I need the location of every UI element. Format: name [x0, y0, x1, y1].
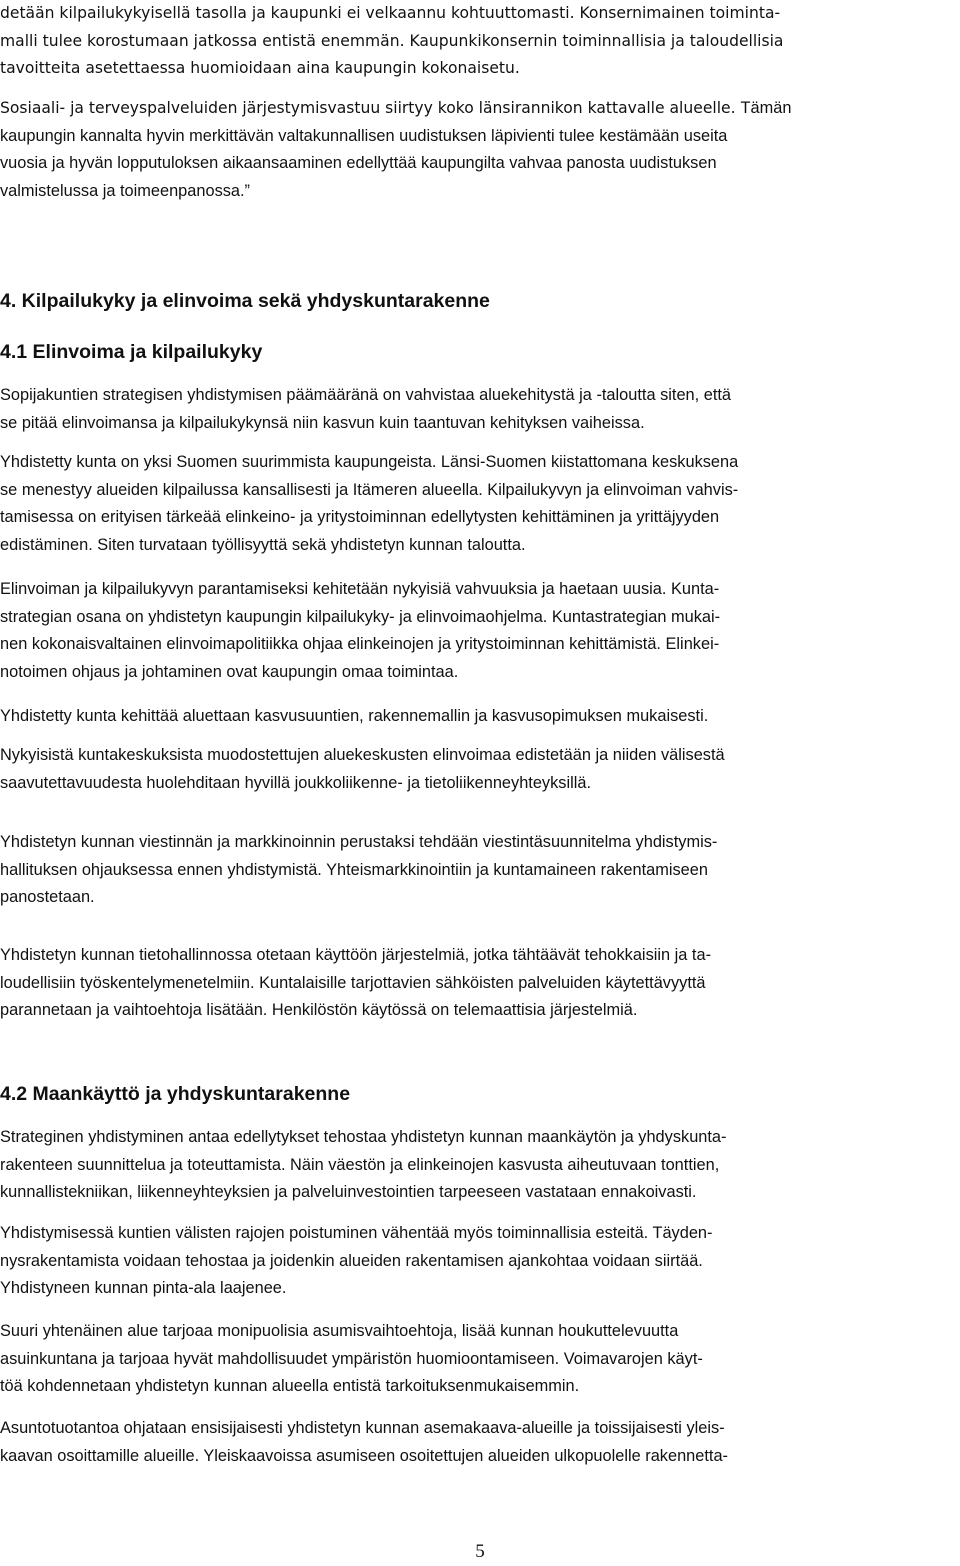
text-line: parannetaan ja vaihtoehtoja lisätään. Henkilöstön käytössä on telemaattisia järjestelmiä. [0, 1001, 638, 1019]
text-line: malli tulee korostumaan jatkossa entistä enemmän. Kaupunkikonsernin toiminnallisia ja taloudellisia [0, 31, 784, 50]
paragraph-4-2-d [0, 1415, 960, 1470]
page-number: 5 [475, 1541, 485, 1562]
text-line: kaavan osoittamille alueille. Yleiskaavoissa asumiseen osoitettujen alueiden ulkopuolelle rakennetta- [0, 1446, 728, 1465]
text-line: strategian osana on yhdistetyn kaupungin kilpailukyky- ja elinvoimaohjelma. Kuntastrategian mukai- [0, 607, 721, 626]
subsection-heading-4-1: 4.1 Elinvoima ja kilpailukyky [0, 341, 263, 363]
text-line: Yhdistetty kunta on yksi Suomen suurimmista kaupungeista. Länsi-Suomen kiistattomana keskuksena [0, 453, 739, 471]
text-line: loudellisiin työskentelymenetelmiin. Kuntalaisille tarjottavien sähköisten palveluiden käytettävyyttä [0, 973, 706, 992]
text-line: Yhdistymisessä kuntien välisten rajojen poistuminen vähentää myös toiminnallisia esteitä. Täyden- [0, 1224, 713, 1242]
text-line: tavoitteita asetettaessa huomioidaan aina kaupungin kokonaisetu. [0, 59, 520, 77]
paragraph-4-1-d [0, 703, 960, 731]
text-line: Yhdistetyn kunnan tietohallinnossa otetaan käyttöön järjestelmiä, jotka tähtäävät tehokkaisiin ja ta- [0, 946, 712, 964]
paragraph-4-1-g [0, 942, 960, 1025]
intro-paragraph-1 [0, 0, 960, 83]
paragraph-4-1-c [0, 576, 960, 686]
text-line: tamisessa on erityisen tärkeää elinkeino- ja yritystoiminnan edellytysten kehittäminen ja yrittäjyyden [0, 508, 720, 526]
paragraph-4-1-f [0, 829, 960, 912]
text-line: se pitää elinvoimansa ja kilpailukykynsä niin kasvun kuin taantuvan kehityksen vaiheissa. [0, 413, 645, 432]
text-line: Yhdistyneen kunnan pinta-ala laajenee. [0, 1279, 287, 1297]
paragraph-4-1-b [0, 449, 960, 559]
text-line: Nykyisistä kuntakeskuksista muodostettujen aluekeskusten elinvoimaa edistetään ja niiden välisestä [0, 746, 725, 764]
text-line: kaupungin kannalta hyvin merkittävän valtakunnallisen uudistuksen läpivienti tulee kestämään useita [0, 126, 728, 145]
text-line: Yhdistetty kunta kehittää aluettaan kasvusuuntien, rakennemallin ja kasvusopimuksen mukaisesti. [0, 707, 709, 725]
text-line: valmistelussa ja toimeenpanossa.” [0, 181, 251, 200]
text-line: Sopijakuntien strategisen yhdistymisen päämääränä on vahvistaa aluekehitystä ja -taloutta siten, että [0, 386, 732, 404]
text-line: Suuri yhtenäinen alue tarjoaa monipuolisia asumisvaihtoehtoja, lisää kunnan houkuttelevuutta [0, 1322, 679, 1340]
text-line: detään kilpailukykyisellä tasolla ja kaupunki ei velkaannu kohtuuttomasti. Konsernimainen toiminta- [0, 4, 781, 22]
paragraph-4-2-c [0, 1318, 960, 1401]
subsection-heading-4-2: 4.2 Maankäyttö ja yhdyskuntarakenne [0, 1083, 351, 1105]
text-line: panostetaan. [0, 888, 95, 906]
text-line: asuinkuntana ja tarjoaa hyvät mahdollisuudet ympäristön huomioontamiseen. Voimavarojen käyt- [0, 1349, 703, 1368]
intro-paragraph-2 [0, 95, 960, 205]
text-line: Asuntotuotantoa ohjataan ensisijaisesti yhdistetyn kunnan asemakaava-alueille ja toissijaisesti yleis- [0, 1419, 725, 1437]
text-line: kunnallistekniikan, liikenneyhteyksien ja palveluinvestointien tarpeeseen vastataan ennakoivasti. [0, 1183, 697, 1201]
text-line: se menestyy alueiden kilpailussa kansallisesti ja Itämeren alueella. Kilpailukyvyn ja elinvoiman vahvis- [0, 480, 739, 499]
text-line: töä kohdennetaan yhdistetyn kunnan alueella entistä tarkoituksenmukaisemmin. [0, 1377, 580, 1395]
text-line [0, 95, 958, 123]
paragraph-4-2-a [0, 1124, 960, 1207]
text-segment: Tämän [740, 99, 792, 117]
text-line: vuosia ja hyvän lopputuloksen aikaansaaminen edellyttää kaupungilta vahvaa panosta uudistuksen [0, 154, 717, 172]
text-line: edistäminen. Siten turvataan työllisyyttä sekä yhdistetyn kunnan taloutta. [0, 535, 526, 554]
text-line: rakenteen suunnittelua ja toteuttamista. Näin väestön ja elinkeinojen kasvusta aiheutuvaan tonttien, [0, 1155, 720, 1174]
text-line: saavutettavuudesta huolehditaan hyvillä joukkoliikenne- ja tietoliikenneyhteyksillä. [0, 773, 592, 792]
text-line: notoimen ohjaus ja johtaminen ovat kaupungin omaa toimintaa. [0, 662, 459, 681]
paragraph-4-1-a [0, 382, 960, 437]
paragraph-4-2-b [0, 1220, 960, 1303]
text-line: Elinvoiman ja kilpailukyvyn parantamiseksi kehitetään nykyisiä vahvuuksia ja haetaan uusia. Kunta- [0, 580, 720, 598]
paragraph-4-1-e [0, 742, 960, 797]
text-line: nysrakentamista voidaan tehostaa ja joidenkin alueiden rakentamisen ajankohtaa voidaan siirtää. [0, 1251, 703, 1270]
text-line: nen kokonaisvaltainen elinvoimapolitiikka ohjaa elinkeinojen ja yritystoiminnan kehittämistä. Elinkei- [0, 635, 720, 653]
text-line: Yhdistetyn kunnan viestinnän ja markkinoinnin perustaksi tehdään viestintäsuunnitelma yhdistymis- [0, 833, 718, 851]
text-line: Strateginen yhdistyminen antaa edellytykset tehostaa yhdistetyn kunnan maankäytön ja yhdyskunta- [0, 1128, 727, 1146]
text-segment: Sosiaali- ja terveyspalveluiden järjestymisvastuu siirtyy koko länsirannikon kattavalle alueelle. [0, 99, 741, 117]
text-line: hallituksen ohjauksessa ennen yhdistymistä. Yhteismarkkinointiin ja kuntamaineen rakentamiseen [0, 860, 708, 879]
section-heading-4: 4. Kilpailukyky ja elinvoima sekä yhdyskuntarakenne [0, 290, 490, 312]
